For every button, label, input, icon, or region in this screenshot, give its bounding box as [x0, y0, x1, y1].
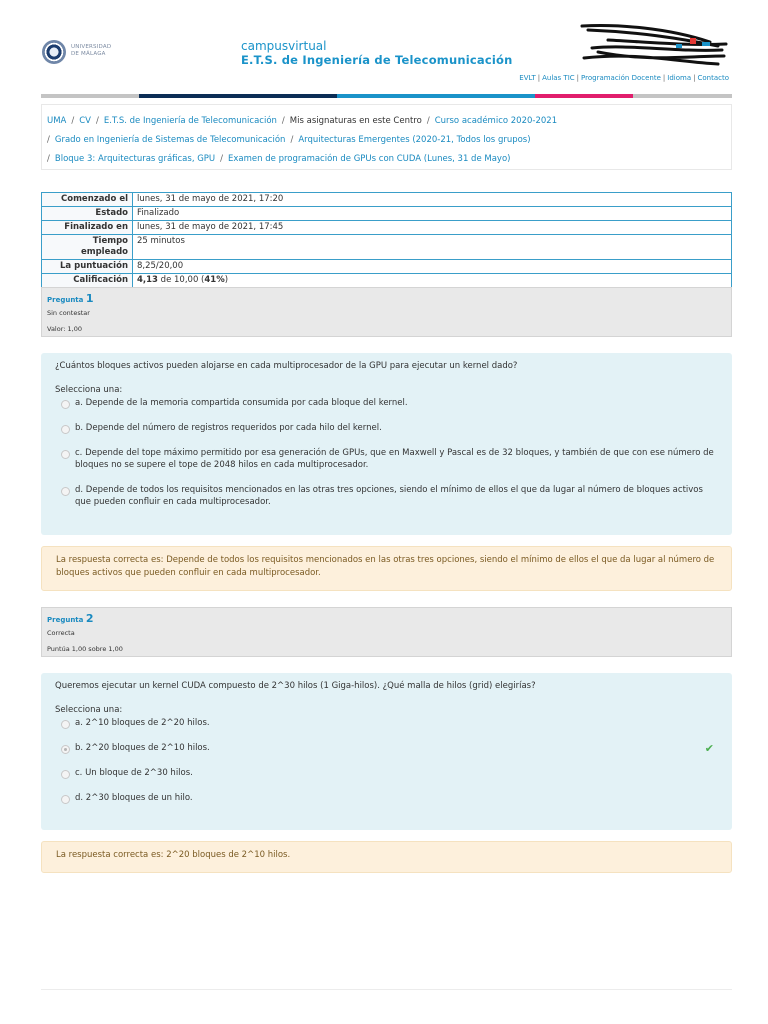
points-label: La puntuación — [42, 260, 133, 274]
question-2-option-c[interactable] — [55, 767, 718, 779]
grade-label: Calificación — [42, 274, 133, 288]
option-label: d. Depende de todos los requisitos mencionados en las otras tres opciones, siendo el mínimo de ellos el que da lugar al número de bloques activos que pueden confluir en cada multiprocesador. — [75, 485, 703, 507]
logo-text-line-2: DE MÁLAGA — [71, 51, 106, 57]
color-bar — [41, 94, 732, 98]
breadcrumb-examen[interactable]: Examen de programación de GPUs con CUDA (Lunes, 31 de Mayo) — [228, 154, 511, 164]
summary-row-started — [42, 193, 732, 207]
question-1-no: 1 — [85, 292, 94, 305]
link-evlt[interactable]: EVLT — [519, 74, 536, 82]
university-name — [71, 44, 111, 58]
option-label: d. 2^30 bloques de un hilo. — [75, 793, 193, 803]
question-1-number — [47, 292, 726, 305]
time-label-line-2: empleado — [80, 247, 128, 257]
question-1-status: Sin contestar — [47, 309, 90, 317]
question-1-option-a[interactable] — [55, 397, 718, 409]
attempt-summary-table — [41, 192, 732, 288]
question-1-prompt: Selecciona una: — [55, 385, 123, 395]
footer-divider — [41, 989, 732, 990]
question-1-option-d[interactable] — [55, 484, 718, 508]
question-2-content — [41, 673, 732, 830]
breadcrumb-etsi[interactable]: E.T.S. de Ingeniería de Telecomunicación — [103, 116, 277, 126]
radio-button[interactable] — [61, 425, 70, 434]
university-seal-icon — [42, 40, 66, 64]
started-value: lunes, 31 de mayo de 2021, 17:20 — [133, 193, 732, 207]
radio-button[interactable] — [61, 795, 70, 804]
summary-row-finished — [42, 221, 732, 235]
grade-of: de 10,00 ( — [157, 275, 205, 285]
option-label: a. Depende de la memoria compartida consumida por cada bloque del kernel. — [75, 398, 408, 408]
scribbled-user-menu — [578, 22, 728, 66]
breadcrumb-grado[interactable]: Grado en Ingeniería de Sistemas de Telecomunicación — [54, 135, 286, 145]
breadcrumb-line-2: / Grado en Ingeniería de Sistemas de Telecomunicación / Arquitecturas Emergentes (2020-21, Todos los grupos) — [47, 135, 531, 145]
finished-label: Finalizado en — [42, 221, 133, 235]
option-label: c. Depende del tope máximo permitido por esa generación de GPUs, que en Maxwell y Pascal es de 32 bloques, y también de que con ese número de bloques no se supere el tope de 2048 hilos en cada multiprocesador. — [75, 448, 714, 470]
link-aulas-tic[interactable]: Aulas TIC — [542, 74, 575, 82]
breadcrumb-bloque[interactable]: Bloque 3: Arquitecturas gráficas, GPU — [54, 154, 216, 164]
summary-row-grade — [42, 274, 732, 288]
site-title[interactable] — [241, 39, 513, 67]
option-label: a. 2^10 bloques de 2^20 hilos. — [75, 718, 210, 728]
university-logo[interactable] — [42, 40, 114, 66]
question-2-label: Pregunta — [47, 616, 84, 624]
summary-row-points — [42, 260, 732, 274]
color-bar-segment — [633, 94, 732, 98]
time-label-line-1: Tiempo — [92, 236, 128, 246]
option-label: b. 2^20 bloques de 2^10 hilos. — [75, 743, 210, 753]
time-value: 25 minutos — [133, 235, 732, 260]
question-2-option-d[interactable] — [55, 792, 718, 804]
summary-row-state — [42, 207, 732, 221]
top-links: EVLT | Aulas TIC | Programación Docente | Idioma | Contacto — [519, 74, 729, 82]
site-subtitle[interactable]: E.T.S. de Ingeniería de Telecomunicación — [241, 53, 513, 67]
finished-value: lunes, 31 de mayo de 2021, 17:45 — [133, 221, 732, 235]
question-2-text: Queremos ejecutar un kernel CUDA compuesto de 2^30 hilos (1 Giga-hilos). ¿Qué malla de hilos (grid) elegirías? — [55, 681, 536, 691]
time-label — [42, 235, 133, 260]
radio-button[interactable] — [61, 400, 70, 409]
state-label: Estado — [42, 207, 133, 221]
question-2-option-a[interactable] — [55, 717, 718, 729]
question-2-status: Correcta — [47, 629, 75, 637]
question-1-label: Pregunta — [47, 296, 84, 304]
state-value: Finalizado — [133, 207, 732, 221]
check-icon: ✔ — [704, 742, 714, 755]
question-1-text: ¿Cuántos bloques activos pueden alojarse en cada multiprocesador de la GPU para ejecutar un kernel dado? — [55, 361, 518, 371]
breadcrumb — [41, 104, 732, 170]
points-value: 8,25/20,00 — [133, 260, 732, 274]
color-bar-segment — [139, 94, 337, 98]
color-bar-segment — [337, 94, 535, 98]
link-contacto[interactable]: Contacto — [697, 74, 729, 82]
question-1-feedback: La respuesta correcta es: Depende de todos los requisitos mencionados en las otras tres opciones, siendo el mínimo de ellos el que da lugar al número de bloques activos que pueden confluir en cada multiprocesador. — [41, 546, 732, 591]
logo-text-line-1: UNIVERSIDAD — [71, 44, 112, 50]
breadcrumb-uma[interactable]: UMA — [47, 116, 67, 126]
color-bar-segment — [41, 94, 139, 98]
question-2-no: 2 — [85, 612, 94, 625]
grade-close: ) — [224, 275, 229, 285]
radio-button[interactable] — [61, 720, 70, 729]
question-1-option-c[interactable] — [55, 447, 718, 471]
question-2-info — [41, 607, 732, 657]
grade-value — [133, 274, 732, 288]
breadcrumb-line-3: / Bloque 3: Arquitecturas gráficas, GPU / Examen de programación de GPUs con CUDA (Lunes, 31 de Mayo) — [47, 154, 511, 164]
summary-row-time — [42, 235, 732, 260]
radio-button[interactable] — [61, 487, 70, 496]
grade-percent: 41% — [204, 275, 225, 285]
breadcrumb-line-1: UMA / CV / E.T.S. de Ingeniería de Telecomunicación / Mis asignaturas en este Centro / Curso académico 2020-2021 — [47, 116, 558, 126]
question-2-feedback: La respuesta correcta es: 2^20 bloques de 2^10 hilos. — [41, 841, 732, 873]
site-name[interactable]: campusvirtual — [241, 39, 327, 53]
question-2-mark: Puntúa 1,00 sobre 1,00 — [47, 645, 123, 653]
started-label: Comenzado el — [42, 193, 133, 207]
radio-button[interactable] — [61, 770, 70, 779]
breadcrumb-asignatura[interactable]: Arquitecturas Emergentes (2020-21, Todos los grupos) — [298, 135, 531, 145]
question-1-option-b[interactable] — [55, 422, 718, 434]
breadcrumb-mis-asignaturas: Mis asignaturas en este Centro — [289, 116, 422, 126]
question-1-content — [41, 353, 732, 535]
grade-score: 4,13 — [137, 275, 158, 285]
color-bar-segment — [535, 94, 633, 98]
link-programacion-docente[interactable]: Programación Docente — [581, 74, 661, 82]
option-label: c. Un bloque de 2^30 hilos. — [75, 768, 193, 778]
radio-button-selected[interactable] — [61, 745, 70, 754]
question-2-number — [47, 612, 726, 625]
question-2-option-b[interactable] — [55, 742, 718, 754]
radio-button[interactable] — [61, 450, 70, 459]
question-2-prompt: Selecciona una: — [55, 705, 123, 715]
option-label: b. Depende del número de registros requeridos por cada hilo del kernel. — [75, 423, 382, 433]
breadcrumb-cv[interactable]: CV — [79, 116, 91, 126]
question-1-mark: Valor: 1,00 — [47, 325, 82, 333]
question-1-info — [41, 287, 732, 337]
breadcrumb-curso[interactable]: Curso académico 2020-2021 — [434, 116, 558, 126]
link-idioma[interactable]: Idioma — [667, 74, 692, 82]
